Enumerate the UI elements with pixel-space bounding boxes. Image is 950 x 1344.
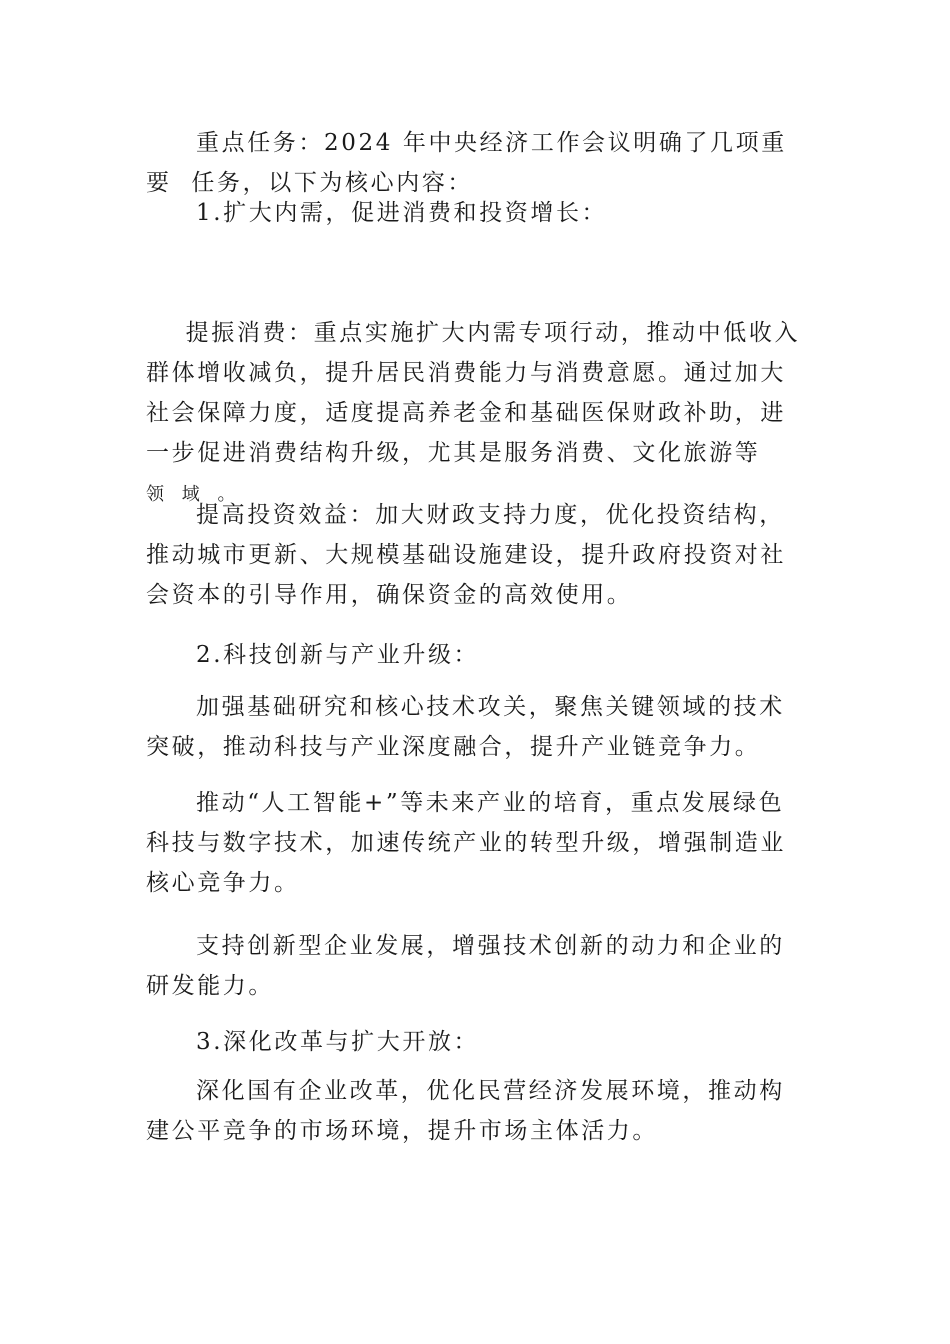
paragraph-soe-reform: 深化国有企业改革，优化民营经济发展环境，推动构建公平竞争的市场环境，提升市场主体活力。 <box>146 1078 785 1144</box>
paragraph-boost-consumption-text: 提振消费：重点实施扩大内需专项行动，推动中低收入群体增收减负，提升居民消费能力与消费意愿。通过加大社会保障力度，适度提高养老金和基础医保财政补助，进一步促进消费结构升级，尤其是服务消费、文化旅游等 <box>146 320 801 466</box>
heading-tech-innovation: 2.科技创新与产业升级： <box>196 642 480 668</box>
heading-expand-demand: 1.扩大内需，促进消费和投资增长： <box>196 200 608 226</box>
heading-reform-opening: 3.深化改革与扩大开放： <box>196 1029 480 1055</box>
paragraph-boost-consumption-tail: 领 域 。 <box>146 484 242 505</box>
paragraph-investment-efficiency: 提高投资效益：加大财政支持力度，优化投资结构，推动城市更新、大规模基础设施建设，提升政府投资对社会资本的引导作用，确保资金的高效使用。 <box>146 502 786 608</box>
paragraph-innovative-enterprises: 支持创新型企业发展，增强技术创新的动力和企业的研发能力。 <box>146 933 785 999</box>
paragraph-basic-research: 加强基础研究和核心技术攻关，聚焦关键领域的技术突破，推动科技与产业深度融合，提升产业链竞争力。 <box>146 694 785 760</box>
paragraph-ai-plus: 推动“人工智能+”等未来产业的培育，重点发展绿色科技与数字技术，加速传统产业的转型升级，增强制造业核心竞争力。 <box>146 790 786 896</box>
paragraph-intro: 重点任务：2024 年中央经济工作会议明确了几项重要 任务，以下为核心内容： <box>146 130 787 196</box>
